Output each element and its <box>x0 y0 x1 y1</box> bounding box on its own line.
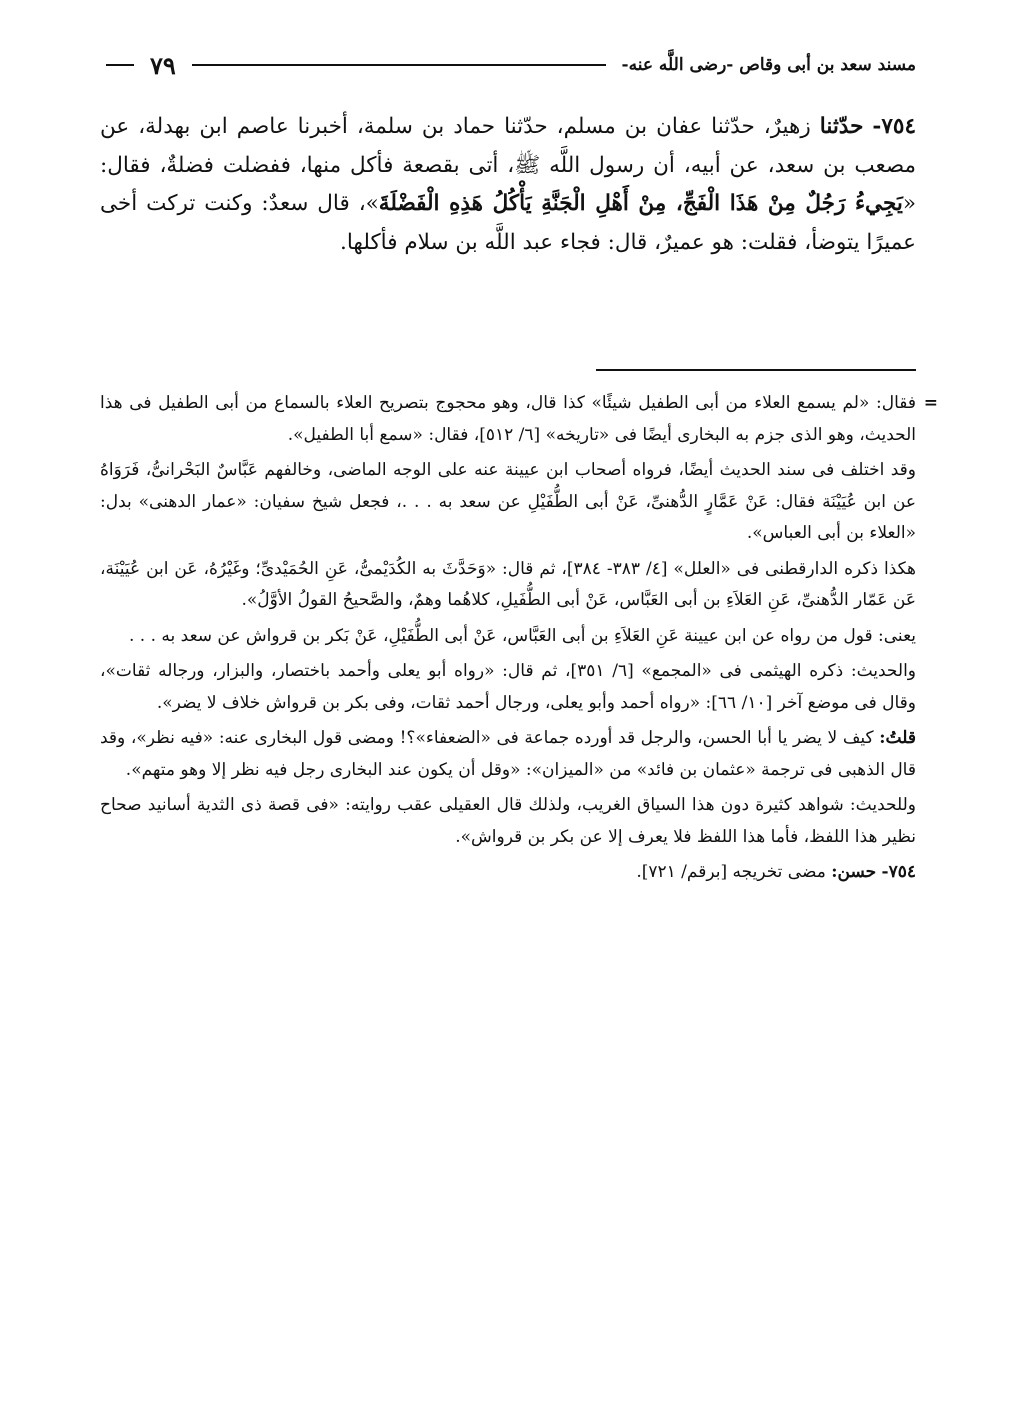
footnotes <box>100 388 938 893</box>
hadith-number: ٧٥٤- <box>872 114 916 139</box>
footnote-continuation-mark: = <box>923 393 938 413</box>
takhrij-grade: حسن: <box>831 862 877 882</box>
footnote-paragraph: هكذا ذكره الدارقطنى فى «العلل» [٤/ ٣٨٣- ٣٨٤]، ثم قال: «وَحَدَّثَ به الكُدَيْمىُّ، عَنِ الحُمَيْدىِّ؛ وغَيْرُهُ، عَن ابن عُيَيْنَة، عَن عَمّار الدُّهنىِّ، عَنِ العَلاَءِ بن أبى العَبَّاس، عَنْ أبى الطُّفَيلِ، كلاهُما وهمٌ، والصَّحيحُ القولُ الأوَّلُ». <box>100 558 917 610</box>
qultu-label: قلتُ: <box>879 728 917 748</box>
footnote-paragraph <box>100 388 938 451</box>
hadith-quote: يَجِيءُ رَجُلٌ مِنْ هَذَا الْفَجِّ، مِنْ أَهْلِ الْجَنَّةِ يَأْكُلُ هَذِهِ الْفَضْلَةَ <box>378 191 903 216</box>
header-dash <box>106 64 134 66</box>
takhrij-number: ٧٥٤- <box>881 862 916 882</box>
hadith-lead: حدّثنا <box>819 114 864 139</box>
header-title: مسند سعد بن أبى وقاص -رضى اللَّه عنه- <box>621 55 916 75</box>
hadith-isnad: زهيرٌ، حدّثنا عفان بن مسلم، حدّثنا حماد بن سلمة، أخبرنا عاصم ابن بهدلة، عن مصعب بن سعد، عن أبيه، أن رسول اللَّه ﷺ، أتى بقصعة فأكل منها، ففضلت فضلةٌ، فقال: « <box>100 114 916 216</box>
page-number: ٧٩ <box>150 50 176 80</box>
footnote-paragraph: وللحديث: شواهد كثيرة دون هذا السياق الغريب، ولذلك قال العقيلى عقب روايته: «فى قصة ذى الثدية أسانيد صحاح نظير هذا اللفظ، فأما هذا اللفظ فلا يعرف إلا عن بكر بن قرواش». <box>100 795 916 847</box>
footnote-text: كيف لا يضر يا أبا الحسن، والرجل قد أورده جماعة فى «الضعفاء»؟! ومضى قول البخارى عنه: «فيه نظر»، وقد قال الذهبى فى ترجمة «عثمان بن فائد» من «الميزان»: «وقل أن يكون عند البخارى رجل فيه نظر إلا وهو متهم». <box>100 728 916 780</box>
hadith-text <box>100 108 916 262</box>
footnote-text: فقال: «لم يسمع العلاء من أبى الطفيل شيئًا» كذا قال، وهو محجوج بتصريح العلاء بالسماع من أبى الطفيل فى هذا الحديث، وهو الذى جزم به البخارى أيضًا فى «تاريخه» [٦/ ٥١٢]، فقال: «سمع أبا الطفيل». <box>100 393 916 445</box>
footnote-paragraph: والحديث: ذكره الهيثمى فى «المجمع» [٦/ ٣٥١]، ثم قال: «رواه أبو يعلى وأحمد باختصار، والبزار، ورجاله ثقات»، وقال فى موضع آخر [١٠/ ٦٦]: «رواه أحمد وأبو يعلى، ورجال أحمد ثقات، وفى بكر بن قرواش خلاف لا يضر». <box>100 661 917 713</box>
footnote-separator <box>596 369 916 371</box>
footnote-paragraph: يعنى: قول من رواه عن ابن عيينة عَنِ العَلاَءِ بن أبى العَبَّاس، عَنْ أبى الطُّفَيْلِ، عَنْ بَكر بن قرواش عن سعد به . . . <box>128 625 916 646</box>
takhrij-text: مضى تخريجه [برقم/ ٧٢١]. <box>636 862 826 882</box>
footnote-takhrij <box>100 857 916 889</box>
footnote-paragraph <box>100 723 916 786</box>
running-header <box>100 40 916 90</box>
hadith-ending: »، قال سعدٌ: وكنت تركت أخى عميرًا يتوضأ، فقلت: هو عميرٌ، قال: فجاء عبد اللَّه بن سلام فأكلها. <box>100 191 916 255</box>
header-rule <box>192 64 606 66</box>
footnote-paragraph: وقد اختلف فى سند الحديث أيضًا، فرواه أصحاب ابن عيينة عنه على الوجه الماضى، وخالفهم عَبَّاسٌ البَحْرانىُّ، فَرَوَاهُ عن ابن عُيَيْنَة فقال: عَنْ عَمَّارٍ الدُّهنىِّ، عَنْ أبى الطُّفَيْلِ عن سعد به . . .، فجعل شيخ سفيان: «عمار الدهنى» بدل: «العلاء بن أبى العباس». <box>100 460 916 543</box>
